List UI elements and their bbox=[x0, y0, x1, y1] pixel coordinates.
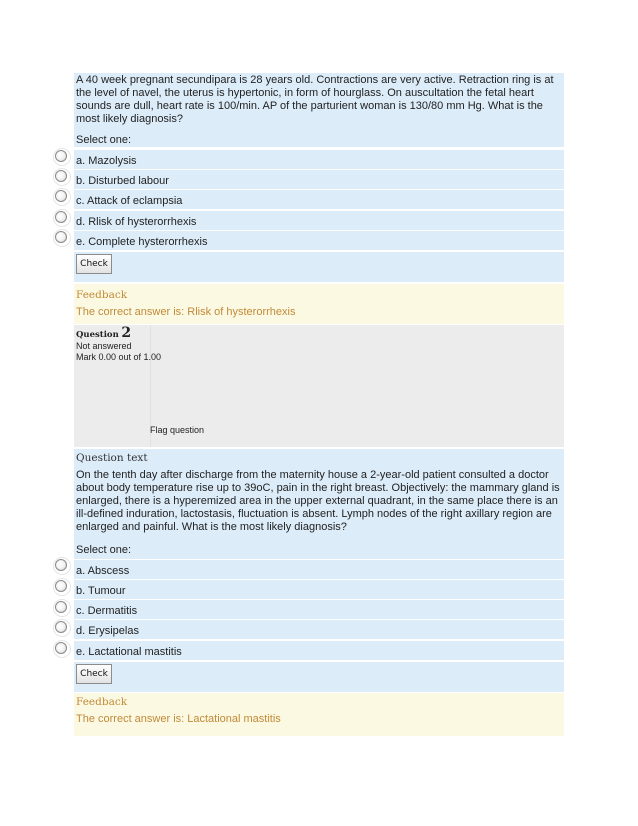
select-one-label: Select one: bbox=[74, 128, 564, 148]
question-text-title: Question text bbox=[76, 452, 148, 464]
feedback-q1 bbox=[74, 284, 564, 324]
option-q2-b[interactable]: b. Tumour bbox=[74, 580, 564, 600]
radio-q2-d[interactable] bbox=[55, 621, 67, 633]
option-q2-a[interactable]: a. Abscess bbox=[74, 560, 564, 580]
radio-q1-d[interactable] bbox=[55, 211, 67, 223]
select-one-label-q2: Select one: bbox=[74, 540, 564, 560]
correct-answer-q2: The correct answer is: Lactational mastitis bbox=[76, 713, 281, 725]
option-q1-c[interactable]: c. Attack of eclampsia bbox=[74, 190, 564, 210]
question-1-text: A 40 week pregnant secundipara is 28 years old. Contractions are very active. Retraction ring is at the level of navel, the uterus is hypertonic, in form of hourglass. On auscultation the fetal heart sounds are dull, heart rate is 100/min. AP of the parturient woman is 130/80 mm Hg. What is the most likely diagnosis? bbox=[74, 73, 564, 128]
option-q2-d[interactable]: d. Erysipelas bbox=[74, 620, 564, 640]
radio-q2-c[interactable] bbox=[55, 601, 67, 613]
radio-q2-a[interactable] bbox=[55, 559, 67, 571]
question-2-info bbox=[74, 325, 564, 447]
flag-question-link[interactable]: Flag question bbox=[150, 425, 205, 435]
question-label: Question bbox=[76, 330, 119, 340]
option-q1-b[interactable]: b. Disturbed labour bbox=[74, 170, 564, 190]
check-row-q2 bbox=[74, 662, 564, 692]
feedback-title-q1: Feedback bbox=[76, 289, 128, 301]
question-2-text-section bbox=[74, 449, 564, 540]
radio-q1-b[interactable] bbox=[55, 170, 67, 182]
check-button-q2[interactable]: Check bbox=[76, 664, 112, 684]
radio-q1-e[interactable] bbox=[55, 231, 67, 243]
radio-q1-a[interactable] bbox=[55, 150, 67, 162]
radio-q2-b[interactable] bbox=[55, 580, 67, 592]
option-q1-d[interactable]: d. Rlisk of hysterorrhexis bbox=[74, 211, 564, 231]
option-q1-a[interactable]: a. Mazolysis bbox=[74, 150, 564, 170]
question-2-text: On the tenth day after discharge from the maternity house a 2-year-old patient consulted a doctor about body temperature rise up to 39oC, pain in the right breast. Objectively: the mammary gland is enlarged, there is a hyperemized area in the upper external quadrant, in the same place there is an ill-defined induration, lactostasis, fluctuation is absent. Lymph nodes of the right axillary region are enlarged and painful. What is the most likely diagnosis? bbox=[76, 469, 560, 533]
question-status: Not answered bbox=[76, 341, 132, 351]
feedback-q2 bbox=[74, 693, 564, 736]
option-q1-e[interactable]: e. Complete hysterorrhexis bbox=[74, 231, 564, 251]
radio-q2-e[interactable] bbox=[55, 642, 67, 654]
option-q2-c[interactable]: c. Dermatitis bbox=[74, 600, 564, 620]
feedback-title-q2: Feedback bbox=[76, 696, 128, 708]
check-button-q1[interactable]: Check bbox=[76, 254, 112, 274]
radio-q1-c[interactable] bbox=[55, 190, 67, 202]
option-q2-e[interactable]: e. Lactational mastitis bbox=[74, 641, 564, 661]
correct-answer-q1: The correct answer is: Rlisk of hysterorrhexis bbox=[76, 306, 296, 318]
question-mark: Mark 0.00 out of 1.00 bbox=[76, 352, 162, 362]
question-number: 2 bbox=[121, 325, 132, 341]
check-row-q1 bbox=[74, 252, 564, 282]
